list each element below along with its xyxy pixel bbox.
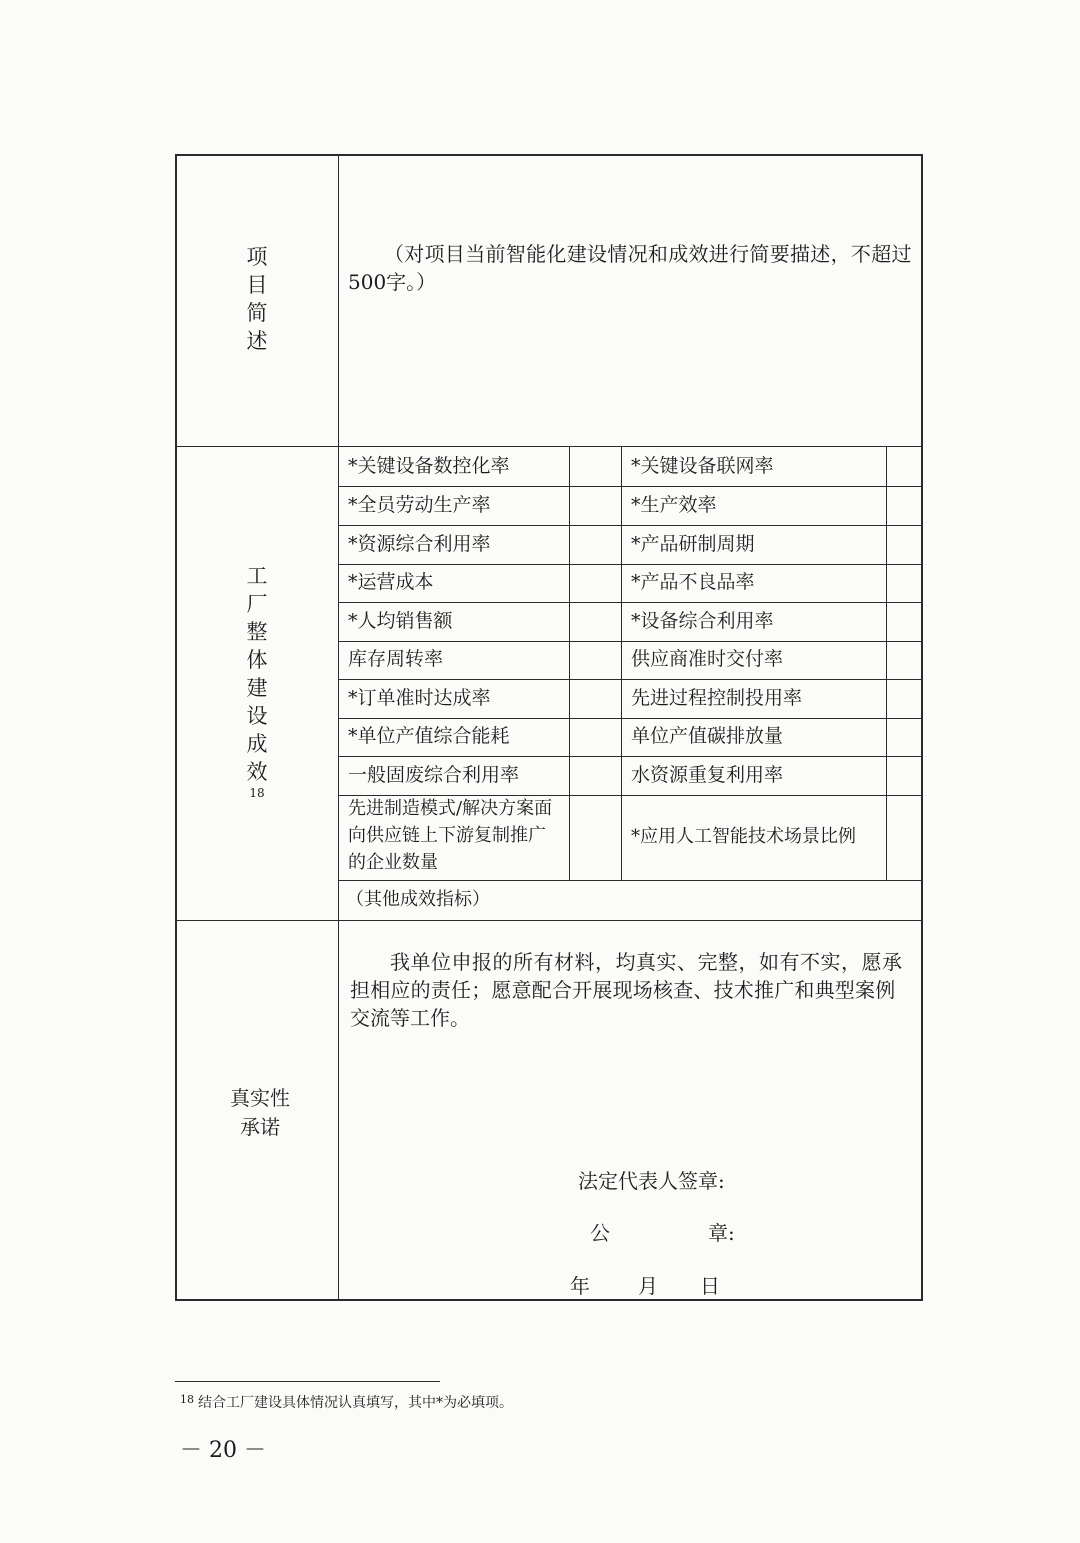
effect-footnote-ref: 18	[249, 786, 265, 800]
indicator-left: *单位产值综合能耗	[348, 725, 510, 747]
footnote-number: 18	[180, 1393, 194, 1406]
label-column-divider	[338, 154, 339, 1301]
divider-summary-effect	[175, 446, 923, 447]
indicator-right: *应用人工智能技术场景比例	[631, 826, 856, 847]
indicator-right: 单位产值碳排放量	[631, 725, 784, 747]
indicator-left: 一般固废综合利用率	[348, 764, 520, 786]
seal-label-right: 章:	[708, 1221, 735, 1245]
grid-line	[338, 679, 923, 680]
indicator-left-line3: 的企业数量	[348, 852, 438, 873]
grid-line	[338, 641, 923, 642]
date-year: 年	[570, 1274, 590, 1298]
indicator-left: 库存周转率	[348, 648, 444, 670]
other-indicators: （其他成效指标）	[346, 889, 490, 910]
indicator-left: *资源综合利用率	[348, 533, 491, 555]
grid-line	[338, 525, 923, 526]
grid-line	[338, 756, 923, 757]
indicator-right: 水资源重复利用率	[631, 764, 784, 786]
pledge-label-line2: 承诺	[240, 1115, 280, 1139]
indicator-right: 先进过程控制投用率	[631, 687, 803, 709]
grid-line	[338, 795, 923, 796]
indicator-left: *全员劳动生产率	[348, 494, 491, 516]
indicator-right: *设备综合利用率	[631, 610, 774, 632]
pledge-statement	[350, 948, 915, 1032]
grid-line	[338, 602, 923, 603]
grid-line	[338, 564, 923, 565]
indicator-right: *生产效率	[631, 494, 717, 516]
summary-instruction-line1: （对项目当前智能化建设情况和成效进行简要描述，不超过	[384, 242, 912, 266]
page-number: － 20 －	[180, 1438, 266, 1463]
application-form-table	[175, 154, 923, 1301]
indicator-right: *产品研制周期	[631, 533, 755, 555]
pledge-line2: 担相应的责任；愿意配合开展现场核查、技术推广和典型案例	[350, 978, 896, 1002]
date-day: 日	[700, 1274, 720, 1298]
footnote-text: 结合工厂建设具体情况认真填写，其中*为必填项。	[198, 1395, 513, 1411]
seal-label-left: 公	[590, 1221, 610, 1245]
divider-effect-pledge	[175, 920, 923, 921]
indicator-left: *运营成本	[348, 571, 434, 593]
grid-line	[338, 486, 923, 487]
grid-col-line	[569, 446, 570, 880]
indicator-right: *关键设备联网率	[631, 455, 774, 477]
pledge-line3: 交流等工作。	[350, 1006, 470, 1030]
indicator-left: *订单准时达成率	[348, 687, 491, 709]
indicator-left-line1: 先进制造模式/解决方案面	[348, 798, 553, 819]
indicator-left: *人均销售额	[348, 610, 453, 632]
indicator-left-line2: 向供应链上下游复制推广	[348, 825, 546, 846]
grid-col-line	[886, 446, 887, 880]
indicator-left: *关键设备数控化率	[348, 455, 510, 477]
pledge-line1: 我单位申报的所有材料，均真实、完整，如有不实，愿承	[390, 950, 903, 974]
effect-label: 工厂整体建设成效 18	[242, 562, 272, 800]
grid-col-line	[621, 446, 622, 880]
grid-line	[338, 880, 923, 881]
footnote-rule	[175, 1381, 440, 1382]
grid-line	[338, 718, 923, 719]
indicator-right: 供应商准时交付率	[631, 648, 784, 670]
summary-instruction	[348, 240, 918, 296]
date-month: 月	[638, 1274, 658, 1298]
pledge-label-line1: 真实性	[230, 1086, 290, 1110]
summary-instruction-line2: 500字。）	[348, 270, 437, 294]
summary-label: 项目简述	[246, 245, 268, 353]
signature-label: 法定代表人签章:	[578, 1169, 725, 1193]
indicator-right: *产品不良品率	[631, 571, 755, 593]
